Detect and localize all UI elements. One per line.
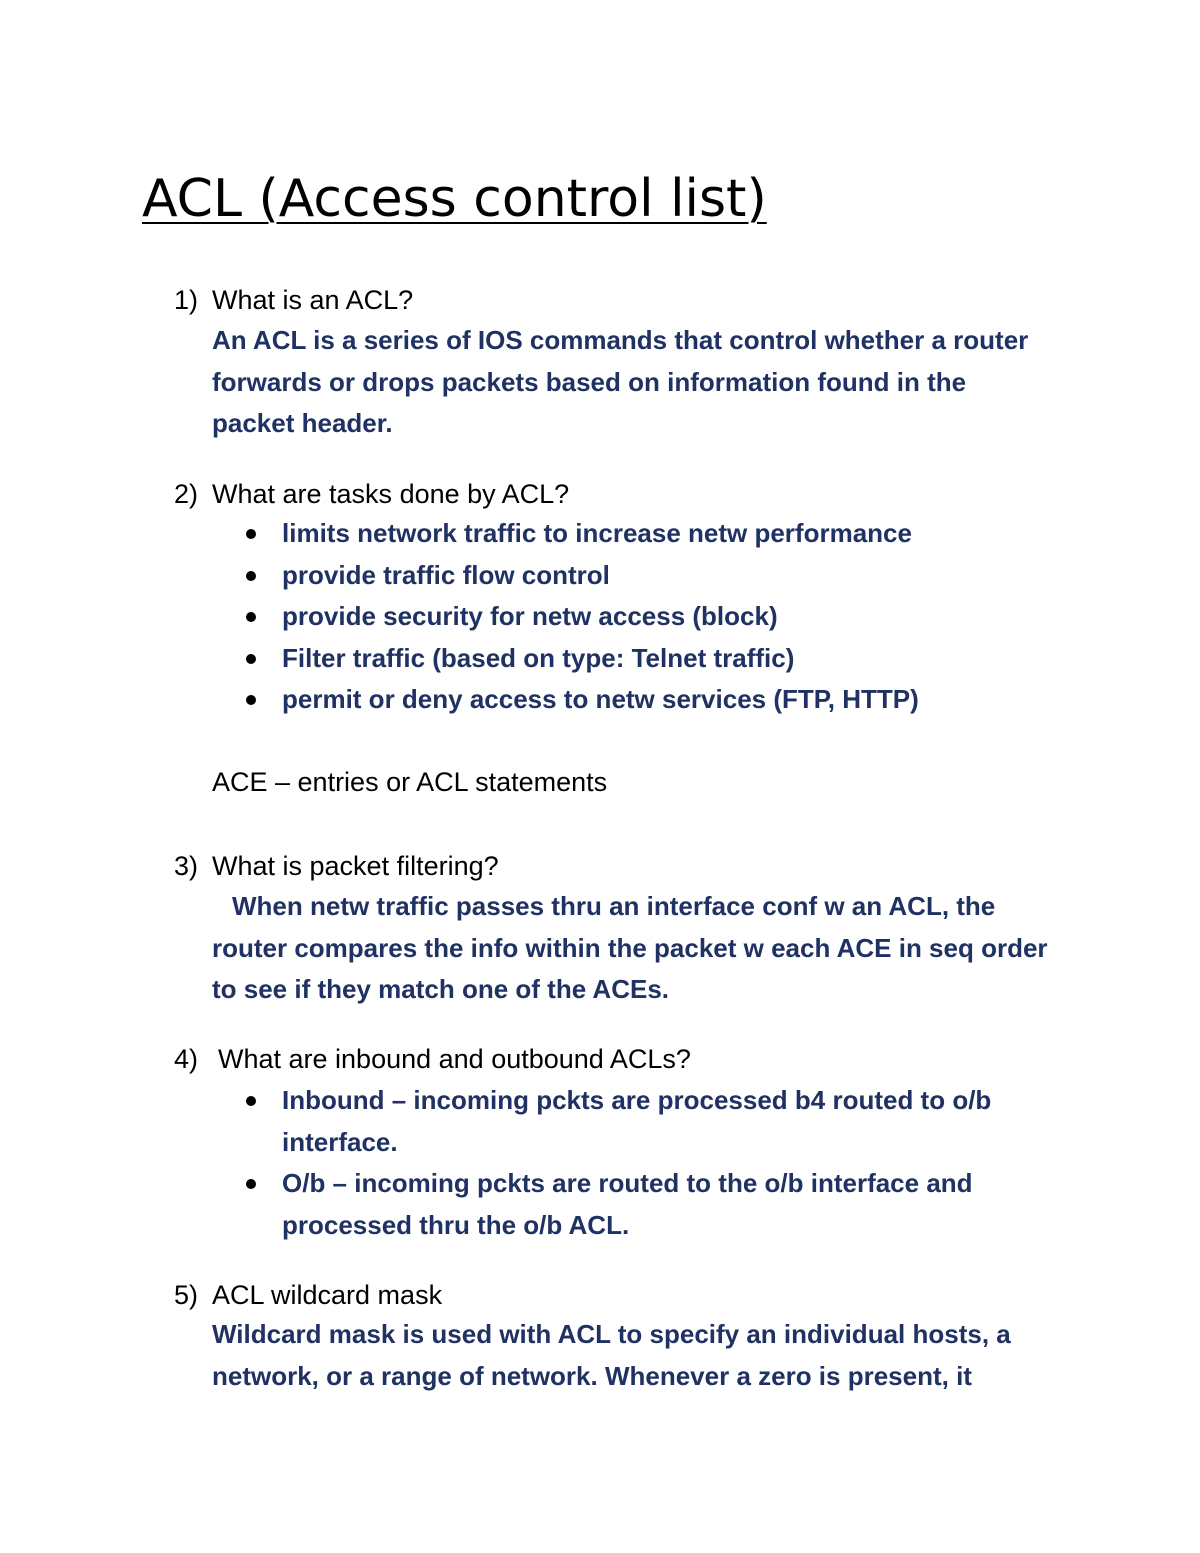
bullet-icon [246,529,256,539]
question-number: 2) [174,479,199,509]
answer-3: When netw traffic passes thru an interface conf w an ACL, the router compares the info within the packet w each ACE in seq order to see if they match one of the ACEs. [212,891,1048,1004]
ace-note: ACE – entries or ACL statements [212,767,608,797]
question-1 [174,283,413,317]
list-item: provide traffic flow control [244,555,1004,597]
question-2 [174,477,569,511]
bullet-icon [246,571,256,581]
list-item: Filter traffic (based on type: Telnet traffic) [244,638,1004,680]
question-number: 5) [174,1280,199,1310]
question-number: 3) [174,851,199,881]
question-text: What are inbound and outbound ACLs? [218,1044,691,1074]
question-text: What is packet filtering? [212,851,499,881]
question-text: What are tasks done by ACL? [212,479,570,509]
answer-5: Wildcard mask is used with ACL to specify an individual hosts, a network, or a range of network. Whenever a zero is present, it [212,1319,1011,1391]
question-5 [174,1278,442,1312]
bullet-icon [246,654,256,664]
question-3 [174,849,499,883]
question-text: What is an ACL? [212,285,414,315]
question-number: 1) [174,285,199,315]
bullet-icon [246,612,256,622]
list-item: permit or deny access to netw services (FTP, HTTP) [244,679,1004,721]
question-4 [174,1042,691,1076]
page-title: ACL (Access control list) [142,169,767,229]
bullet-icon [246,1179,256,1189]
list-item: Inbound – incoming pckts are processed b4 routed to o/b interface. [244,1080,1034,1163]
question-text: ACL wildcard mask [212,1280,443,1310]
acl-direction-list [244,1080,1034,1246]
bullet-icon [246,1096,256,1106]
list-item: O/b – incoming pckts are routed to the o/b interface and processed thru the o/b ACL. [244,1163,1034,1246]
list-item: provide security for netw access (block) [244,596,1004,638]
task-list [244,513,1004,721]
list-item: limits network traffic to increase netw performance [244,513,1004,555]
bullet-icon [246,695,256,705]
answer-1: An ACL is a series of IOS commands that control whether a router forwards or drops packets based on information found in the packet header. [212,325,1029,438]
question-number: 4) [174,1044,199,1074]
